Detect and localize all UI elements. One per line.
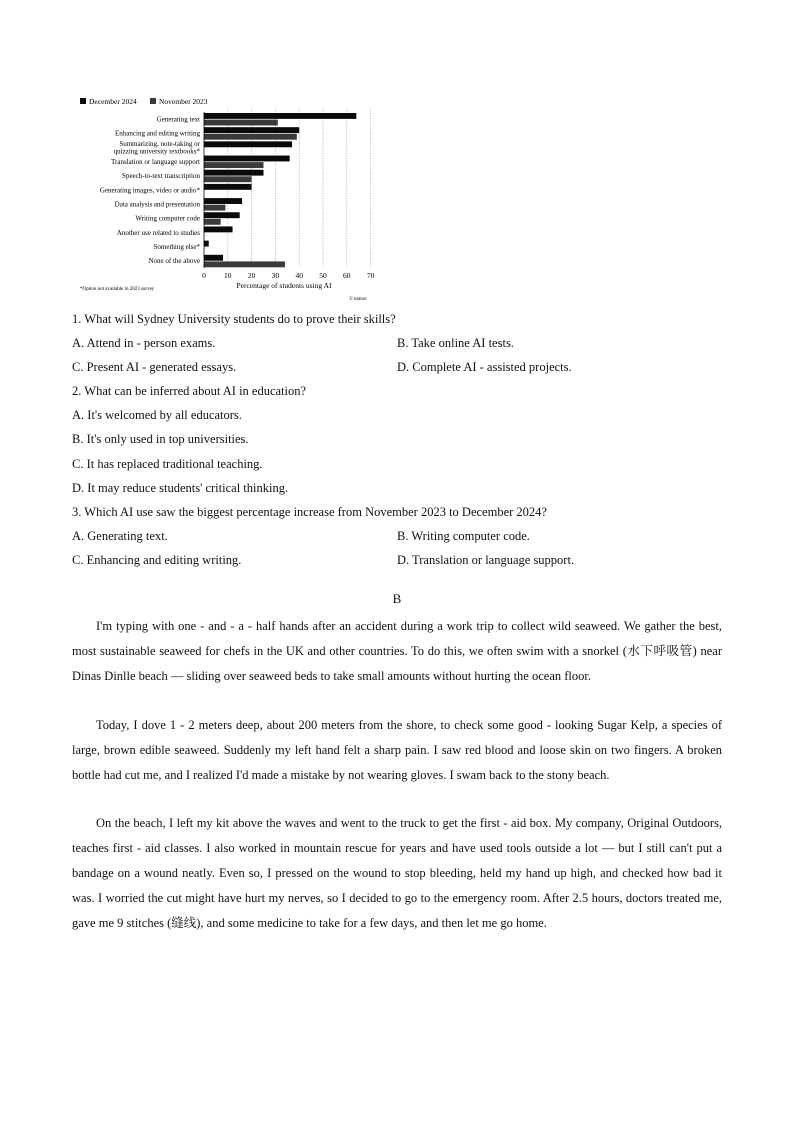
chart-bar-dec2024 <box>204 212 240 218</box>
chart-category-label: Generating images, video or audio* <box>99 186 200 195</box>
question-3-stem: 3. Which AI use saw the biggest percentage increase from November 2023 to December 2024? <box>72 505 547 519</box>
chart-x-tick-label: 0 <box>202 271 206 280</box>
question-1-stem: 1. What will Sydney University students do to prove their skills? <box>72 312 396 326</box>
section-b-heading: B <box>392 591 402 606</box>
chart-category-label: Enhancing and editing writing <box>115 129 200 138</box>
chart-bar-nov2023 <box>204 120 278 126</box>
chart-bar-nov2023 <box>204 176 252 182</box>
chart-bar-nov2023 <box>204 219 221 225</box>
question-3-option-b: B. Writing computer code. <box>397 529 530 543</box>
chart-bar-dec2024 <box>204 184 252 190</box>
chart-bar-dec2024 <box>204 255 223 261</box>
chart-bar-nov2023 <box>204 162 264 168</box>
legend-label-dec2024: December 2024 <box>89 97 137 106</box>
question-1-option-c: C. Present AI - generated essays. <box>72 360 237 374</box>
passage-paragraph-1: I'm typing with one - and - a - half hands after an accident during a work trip to collect wild seaweed. We gather the best, most sustainable seaweed for chefs in the UK and other countries. To do this, we often swim with a snorkel (水下呼吸管) near Dinas Dinlle beach — sliding over seaweed beds to take small amounts without hurting the ocean floor. <box>72 619 722 683</box>
chart-bar-dec2024 <box>204 156 290 162</box>
chart-x-tick-label: 10 <box>224 271 232 280</box>
legend-swatch-dec2024 <box>80 98 86 104</box>
chart-bar-dec2024 <box>204 113 356 119</box>
question-3-option-a: A. Generating text. <box>72 529 168 543</box>
chart-bar-dec2024 <box>204 127 299 133</box>
chart-bar-dec2024 <box>204 198 242 204</box>
chart-bar-nov2023 <box>204 261 285 267</box>
question-3-option-c: C. Enhancing and editing writing. <box>72 553 242 567</box>
chart-credit: © nature <box>349 297 367 302</box>
question-1-option-d: D. Complete AI - assisted projects. <box>397 360 572 374</box>
chart-x-axis-label: Percentage of students using AI <box>236 281 332 290</box>
chart-category-label: Speech-to-text transcription <box>122 172 200 181</box>
chart-bar-dec2024 <box>204 241 209 247</box>
legend-swatch-nov2023 <box>150 98 156 104</box>
question-3-option-d: D. Translation or language support. <box>397 553 575 567</box>
chart-x-tick-label: 70 <box>366 271 375 280</box>
chart-bar-nov2023 <box>204 205 225 211</box>
question-1-option-b: B. Take online AI tests. <box>397 336 514 350</box>
passage-paragraph-3: On the beach, I left my kit above the waves and went to the truck to get the first - aid box. My company, Original Outdoors, teaches first - aid classes. I also worked in mountain rescue for years and have used tools outside a lot — but I still can't put a bandage on a wound neatly. Even so, I pressed on the wound to stop bleeding, held my hand up high, and checked how bad it was. I worried the cut might have hurt my nerves, so I decided to go to the emergency room. After 2.5 hours, doctors treated me, gave me 9 stitches (缝线), and some medicine to take for a few days, and then let me go home. <box>72 816 722 930</box>
question-2-option-d: D. It may reduce students' critical thinking. <box>72 481 289 495</box>
chart-x-tick-label: 40 <box>295 271 303 280</box>
chart-category-label: Writing computer code <box>135 214 200 223</box>
passage-paragraph-2: Today, I dove 1 - 2 meters deep, about 200 meters from the shore, to check some good - looking Sugar Kelp, a species of large, brown edible seaweed. Suddenly my left hand felt a sharp pain. I saw red blood and loose skin on two fingers. A broken bottle had cut me, and I realized I'd made a mistake by not wearing gloves. I swam back to the stony beach. <box>72 718 722 782</box>
question-2-option-b: B. It's only used in top universities. <box>72 432 249 446</box>
chart-bar-dec2024 <box>204 226 233 232</box>
chart-legend <box>80 97 208 106</box>
ai-usage-bar-chart <box>70 92 390 304</box>
chart-category-label: None of the above <box>148 257 200 266</box>
chart-x-tick-label: 30 <box>271 271 280 280</box>
question-2-option-a: A. It's welcomed by all educators. <box>72 408 242 422</box>
question-2-option-c: C. It has replaced traditional teaching. <box>72 457 263 471</box>
chart-category-label: Translation or language support <box>111 157 200 166</box>
chart-category-label: Summarizing, note-taking or quizzing university textbooks* <box>113 139 200 156</box>
chart-category-label: Generating text <box>156 115 200 124</box>
chart-bar-nov2023 <box>204 134 297 140</box>
legend-label-nov2023: November 2023 <box>159 97 208 106</box>
chart-bar-dec2024 <box>204 141 292 147</box>
chart-x-tick-label: 60 <box>343 271 351 280</box>
chart-category-label: Something else* <box>153 243 200 252</box>
chart-x-tick-label: 50 <box>319 271 327 280</box>
question-2-stem: 2. What can be inferred about AI in education? <box>72 384 307 398</box>
chart-category-label: Data analysis and presentation <box>114 200 200 209</box>
question-1-option-a: A. Attend in - person exams. <box>72 336 216 350</box>
chart-bar-dec2024 <box>204 170 264 176</box>
chart-category-label: Another use related to studies <box>116 228 200 237</box>
chart-x-tick-label: 20 <box>247 271 256 280</box>
chart-footnote: *Option not available in 2023 survey <box>80 287 155 292</box>
